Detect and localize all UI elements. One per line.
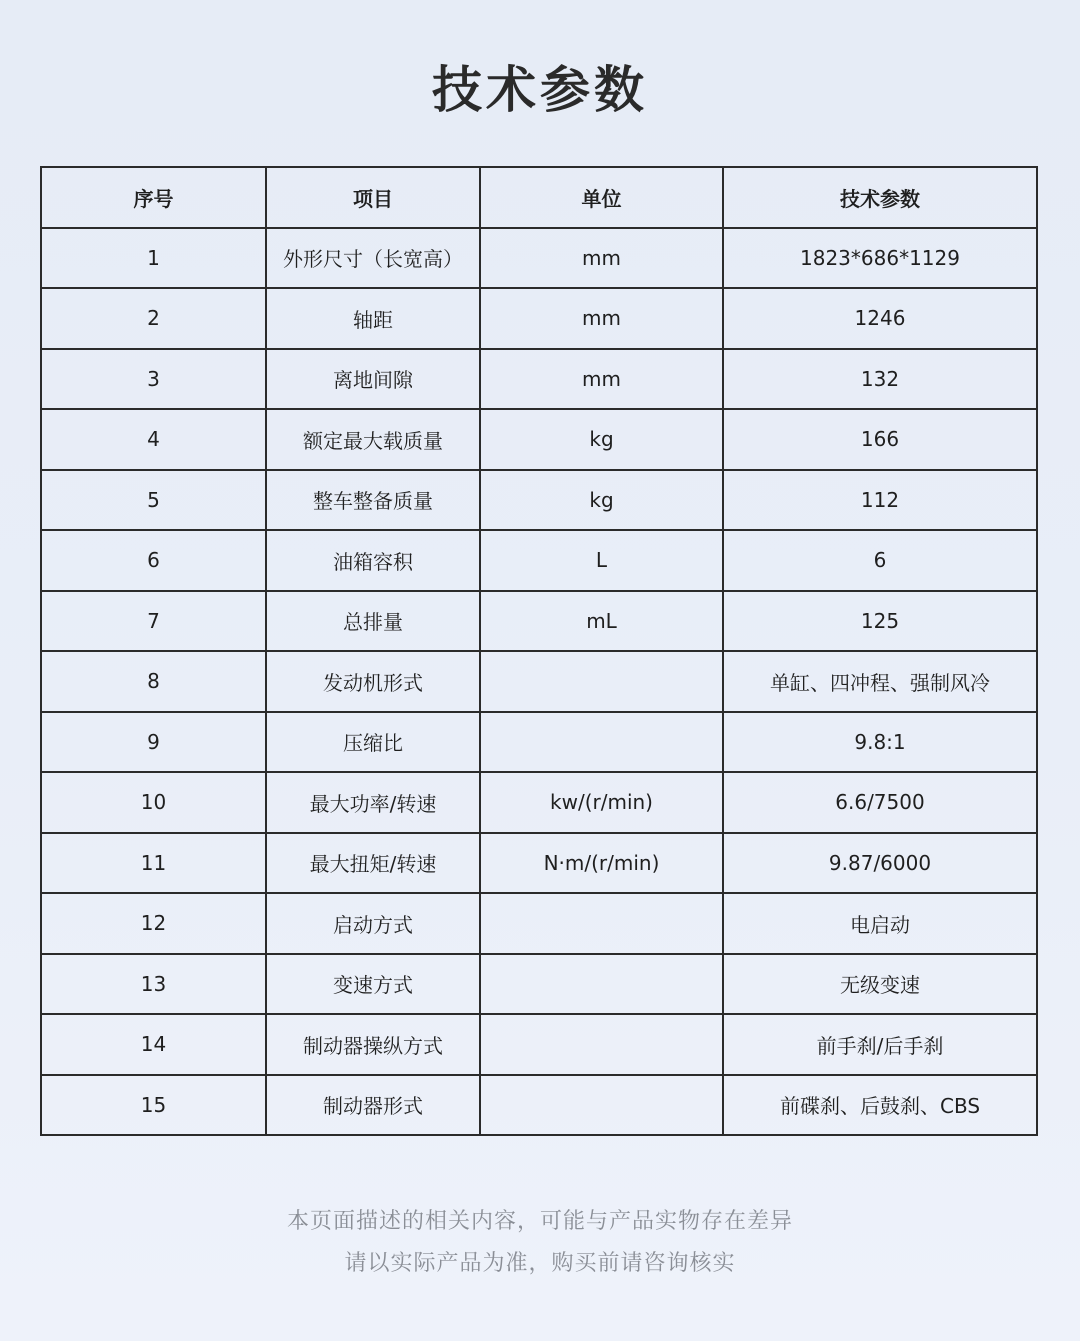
cell-value: 112 [723, 470, 1037, 531]
cell-value: 无级变速 [723, 954, 1037, 1015]
cell-item: 外形尺寸（长宽高） [266, 228, 480, 289]
cell-unit: mm [480, 349, 723, 410]
cell-value: 单缸、四冲程、强制风冷 [723, 651, 1037, 712]
cell-no: 13 [41, 954, 266, 1015]
cell-no: 9 [41, 712, 266, 773]
table-row [41, 470, 1037, 531]
cell-no: 14 [41, 1014, 266, 1075]
cell-item: 最大扭矩/转速 [266, 833, 480, 894]
cell-no: 6 [41, 530, 266, 591]
page-title: 技术参数 [432, 61, 648, 119]
cell-value: 1246 [723, 288, 1037, 349]
table-row [41, 349, 1037, 410]
cell-item: 总排量 [266, 591, 480, 652]
disclaimer-line-2: 请以实际产品为准，购买前请咨询核实 [344, 1251, 736, 1276]
table-row [41, 833, 1037, 894]
header-item: 项目 [266, 167, 480, 228]
table-row [41, 893, 1037, 954]
table-row [41, 1075, 1037, 1136]
cell-unit [480, 1075, 723, 1136]
cell-unit: kg [480, 470, 723, 531]
cell-value: 电启动 [723, 893, 1037, 954]
cell-no: 7 [41, 591, 266, 652]
cell-item: 轴距 [266, 288, 480, 349]
cell-value: 132 [723, 349, 1037, 410]
cell-item: 变速方式 [266, 954, 480, 1015]
table-row [41, 409, 1037, 470]
header-no: 序号 [41, 167, 266, 228]
cell-value: 9.87/6000 [723, 833, 1037, 894]
table-row [41, 228, 1037, 289]
cell-item: 制动器形式 [266, 1075, 480, 1136]
cell-value: 6.6/7500 [723, 772, 1037, 833]
cell-no: 4 [41, 409, 266, 470]
cell-unit: kg [480, 409, 723, 470]
table-row [41, 1014, 1037, 1075]
cell-value: 9.8:1 [723, 712, 1037, 773]
cell-no: 8 [41, 651, 266, 712]
cell-item: 制动器操纵方式 [266, 1014, 480, 1075]
table-row [41, 712, 1037, 773]
table-row [41, 591, 1037, 652]
cell-no: 12 [41, 893, 266, 954]
spec-table [40, 166, 1038, 1136]
cell-no: 10 [41, 772, 266, 833]
cell-unit [480, 651, 723, 712]
cell-no: 15 [41, 1075, 266, 1136]
cell-no: 1 [41, 228, 266, 289]
cell-unit: N·m/(r/min) [480, 833, 723, 894]
cell-no: 5 [41, 470, 266, 531]
cell-unit: mm [480, 228, 723, 289]
cell-unit: mm [480, 288, 723, 349]
table-header-row [41, 167, 1037, 228]
table-row [41, 954, 1037, 1015]
cell-item: 发动机形式 [266, 651, 480, 712]
cell-item: 启动方式 [266, 893, 480, 954]
table-row [41, 288, 1037, 349]
cell-item: 额定最大载质量 [266, 409, 480, 470]
cell-item: 整车整备质量 [266, 470, 480, 531]
cell-unit [480, 954, 723, 1015]
cell-no: 3 [41, 349, 266, 410]
disclaimer-line-1: 本页面描述的相关内容，可能与产品实物存在差异 [286, 1209, 793, 1234]
cell-value: 1823*686*1129 [723, 228, 1037, 289]
header-unit: 单位 [480, 167, 723, 228]
header-value: 技术参数 [723, 167, 1037, 228]
cell-value: 6 [723, 530, 1037, 591]
cell-item: 离地间隙 [266, 349, 480, 410]
cell-item: 最大功率/转速 [266, 772, 480, 833]
cell-unit: kw/(r/min) [480, 772, 723, 833]
table-row [41, 651, 1037, 712]
cell-value: 125 [723, 591, 1037, 652]
cell-value: 前碟刹、后鼓刹、CBS [723, 1075, 1037, 1136]
cell-no: 2 [41, 288, 266, 349]
cell-item: 压缩比 [266, 712, 480, 773]
cell-value: 166 [723, 409, 1037, 470]
cell-no: 11 [41, 833, 266, 894]
table-row [41, 772, 1037, 833]
cell-unit [480, 712, 723, 773]
cell-item: 油箱容积 [266, 530, 480, 591]
cell-unit: L [480, 530, 723, 591]
cell-value: 前手刹/后手刹 [723, 1014, 1037, 1075]
cell-unit [480, 1014, 723, 1075]
cell-unit: mL [480, 591, 723, 652]
table-row [41, 530, 1037, 591]
cell-unit [480, 893, 723, 954]
